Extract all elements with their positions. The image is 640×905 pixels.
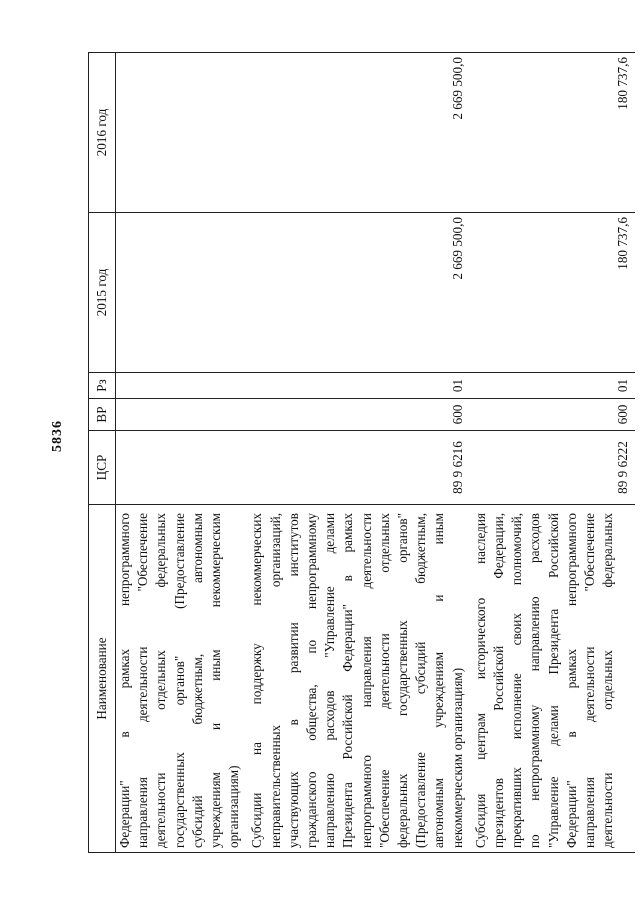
name-line: организациям) (226, 765, 242, 848)
table-row (246, 53, 469, 853)
name-line: направления деятельности "Обеспечение (582, 513, 598, 848)
table-header-row (89, 53, 116, 853)
name-line: "Управление делами Президента Российской (545, 513, 561, 848)
name-line: участвующих в развитии институтов (285, 513, 301, 848)
row-rz (116, 373, 247, 399)
name-line: (Предоставление субсидий бюджетным, (413, 513, 429, 848)
header-csr: ЦСР (89, 431, 116, 505)
header-rz: Рз (89, 373, 116, 399)
row-2016: 180 737,6 (470, 53, 635, 213)
budget-table (88, 52, 635, 853)
row-2015: 2 669 500,0 (246, 213, 469, 373)
name-line: "Обеспечение деятельности отдельных (376, 513, 392, 848)
name-line: Федерации" в рамках непрограммного (117, 513, 132, 848)
name-line: прекративших исполнение своих полномочий, (509, 513, 525, 848)
row-vr: 600 (470, 399, 635, 431)
name-line: учреждениям и иным некоммерческим (208, 513, 224, 848)
name-line: направлению расходов "Управление делами (322, 513, 338, 848)
page-number: 5836 (50, 420, 65, 452)
row-2016: 2 669 500,0 (246, 53, 469, 213)
header-vr: ВР (89, 399, 116, 431)
row-csr: 89 9 6222 (470, 431, 635, 505)
row-2015 (116, 213, 247, 373)
name-line: президентов Российской Федерации, (491, 513, 507, 848)
name-line: направления деятельности "Обеспечение (135, 513, 151, 848)
name-line: Субсидия центрам исторического наследия (472, 513, 488, 848)
row-rz: 01 (470, 373, 635, 399)
name-line: непрограммного направления деятельности (358, 513, 374, 848)
name-line: Субсидии на поддержку некоммерческих (249, 513, 265, 848)
name-line: субсидий бюджетным, автономным (189, 513, 205, 848)
header-name: Наименование (89, 505, 116, 853)
budget-table-rotated (88, 53, 630, 853)
name-line: деятельности отдельных федеральных (153, 513, 169, 848)
row-name (246, 505, 469, 853)
header-2016: 2016 год (89, 53, 116, 213)
row-name (470, 505, 635, 853)
name-line: гражданского общества, по непрограммному (304, 513, 320, 848)
header-2015: 2015 год (89, 213, 116, 373)
name-line: деятельности отдельных федеральных (600, 513, 616, 848)
row-vr (116, 399, 247, 431)
table-row (470, 53, 635, 853)
table-row (116, 53, 247, 853)
row-vr: 600 (246, 399, 469, 431)
name-line: неправительственных организаций, (267, 513, 283, 848)
name-line: государственных органов" (Предоставление (171, 513, 187, 848)
name-line: по непрограммному направлению расходов (527, 513, 543, 848)
name-line: Президента Российской Федерации" в рамках (340, 513, 356, 848)
row-rz: 01 (246, 373, 469, 399)
row-name (116, 505, 247, 853)
row-csr: 89 9 6216 (246, 431, 469, 505)
name-line: некоммерческим организациям) (449, 667, 465, 848)
row-2015: 180 737,6 (470, 213, 635, 373)
name-line: автономным учреждениям и иным (431, 513, 447, 848)
row-2016 (116, 53, 247, 213)
name-line: Федерации" в рамках непрограммного (563, 513, 579, 848)
name-line: федеральных государственных органов" (395, 513, 411, 848)
row-csr (116, 431, 247, 505)
